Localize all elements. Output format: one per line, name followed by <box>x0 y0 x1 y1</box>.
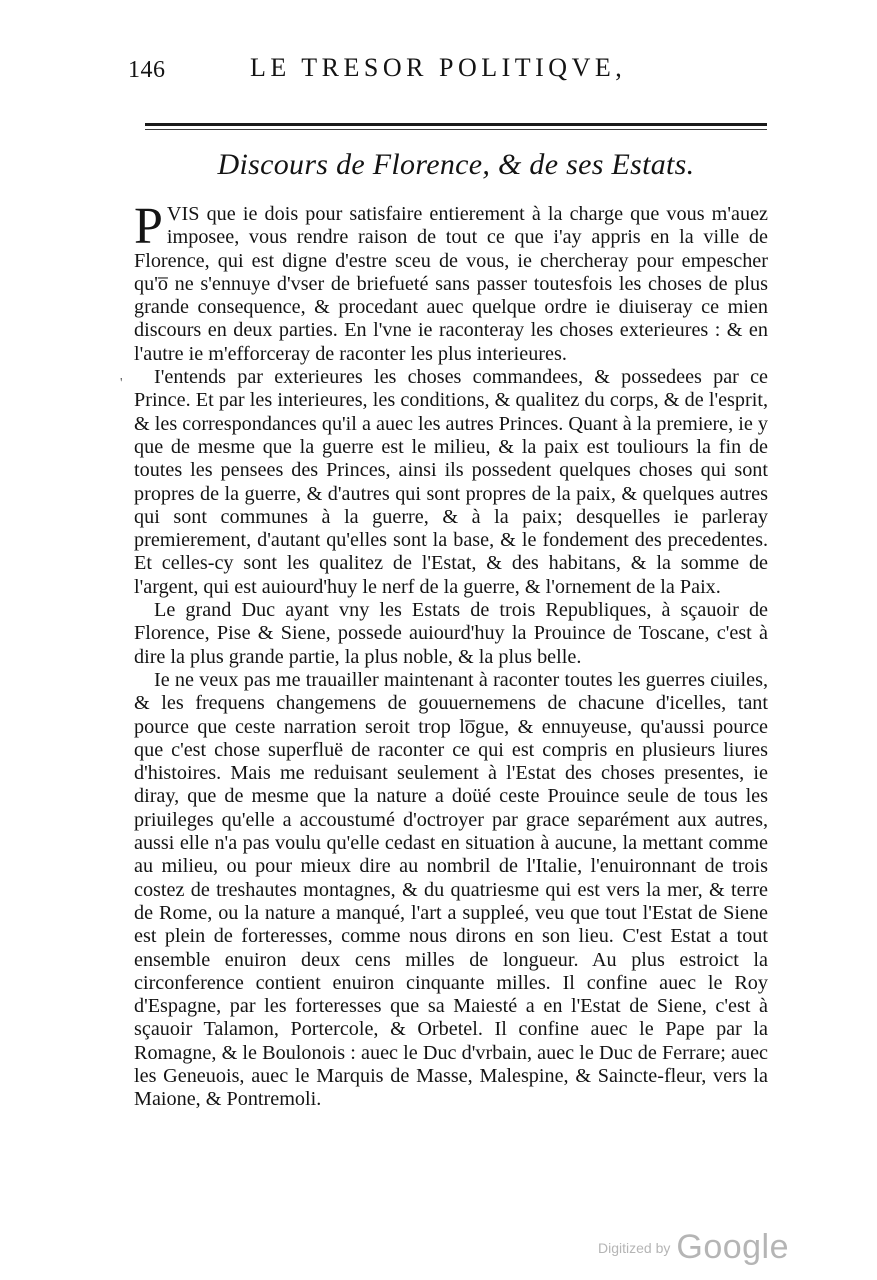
paragraph-1 <box>134 198 768 366</box>
digitized-by-google-watermark <box>598 1228 789 1267</box>
page-number: 146 <box>128 57 166 83</box>
running-head: LE TRESOR POLITIQVE, <box>250 53 627 82</box>
digitized-by-label: Digitized by <box>598 1239 671 1256</box>
paragraph-4: Ie ne veux pas me trauailler maintenant à raconter toutes les guerres ciuiles, & les frequens changemens de gouuernemens de chacune d'icelles, tant pource que ceste narration seroit trop lo̅gue, & ennuyeuse, qu'aussi pource que c'est chose superfluë de raconter ce qui est compris en plusieurs liures d'histoires. Mais me reduisant seulement à l'Estat des choses presentes, ie diray, que de mesme que la nature a doüé ceste Prouince seule de tous les priuileges qu'elle a accoustumé d'octroyer par grace separément aux autres, aussi elle n'a pas voulu qu'elle cedast en situation à aucune, la mettant comme au milieu, ou pour mieux dire au nombril de l'Italie, l'enuironnant de trois costez de treshautes montagnes, & du quatriesme qui est vers la mer, & terre de Rome, ou la nature a manqué, l'art a suppleé, veu que tout l'Estat de Siene est plein de forteresses, comme nous dirons en son lieu. C'est Estat a tout ensemble enuiron deux cens milles de longueur. Au plus estroict la circonference contient enuiron cinquante milles. Il confine auec le Roy d'Espagne, par les forteresses que sa Maiesté a en l'Estat de Siene, c'est à sçauoir Talamon, Portercole, & Orbetel. Il confine auec le Pape par la Romagne, & le Boulonois : auec le Duc d'vrbain, auec le Duc de Ferrare; auec les Geneuois, auec le Marquis de Masse, Malespine, & Saincte-fleur, vers la Maione, & Pontremoli. <box>134 668 768 1111</box>
chapter-title: Discours de Florence, & de ses Estats. <box>217 148 695 181</box>
paragraph-1-text: VIS que ie dois pour satisfaire entierement à la charge que vous m'auez imposee, vous rendre raison de tout ce que i'ay appris en la ville de Florence, qui est digne d'estre sceu de vous, ie chercheray pour empescher qu'o̅ ne s'ennuye d'vser de briefueté sans passer toutesfois les choses de plus grande consequence, & procedant auec quelque ordre ie diuiseray ce mien discours en deux parties. En l'vne ie raconteray les choses exterieures : & en l'autre ie m'efforceray de raconter les plus interieures. <box>134 203 768 365</box>
header-rule-thin <box>145 129 767 130</box>
paragraph-2: I'entends par exterieures les choses commandees, & possedees par ce Prince. Et par les interieures, les conditions, & qualitez du corps, & de l'esprit, & les correspondances qu'il a auec les autres Princes. Quant à la premiere, ie y que de mesme que la guerre est le milieu, & la paix est touliours la fin de toutes les pensees des Princes, ainsi ils possedent quelques choses qui sont propres de la guerre, & d'autres qui sont propres de la paix, & quelques autres qui sont communes à la guerre, & à la paix; desquelles ie parleray premierement, d'autant qu'elles sont la base, & le fondement des precedentes. Et celles-cy sont les qualitez de l'Estat, & des habitans, & la somme de l'argent, qui est auiourd'huy le nerf de la guerre, & l'ornement de la Paix. <box>134 366 768 598</box>
header-rule-thick <box>145 123 767 126</box>
margin-mark: ' <box>120 376 123 391</box>
body-text <box>134 198 768 1112</box>
drop-cap: P <box>134 198 163 255</box>
paragraph-3: Le grand Duc ayant vny les Estats de trois Republiques, à sçauoir de Florence, Pise & Siene, possede auiourd'huy la Prouince de Toscane, c'est à dire la plus grande partie, la plus noble, & la plus belle. <box>134 599 768 668</box>
google-logo: Google <box>676 1228 790 1266</box>
